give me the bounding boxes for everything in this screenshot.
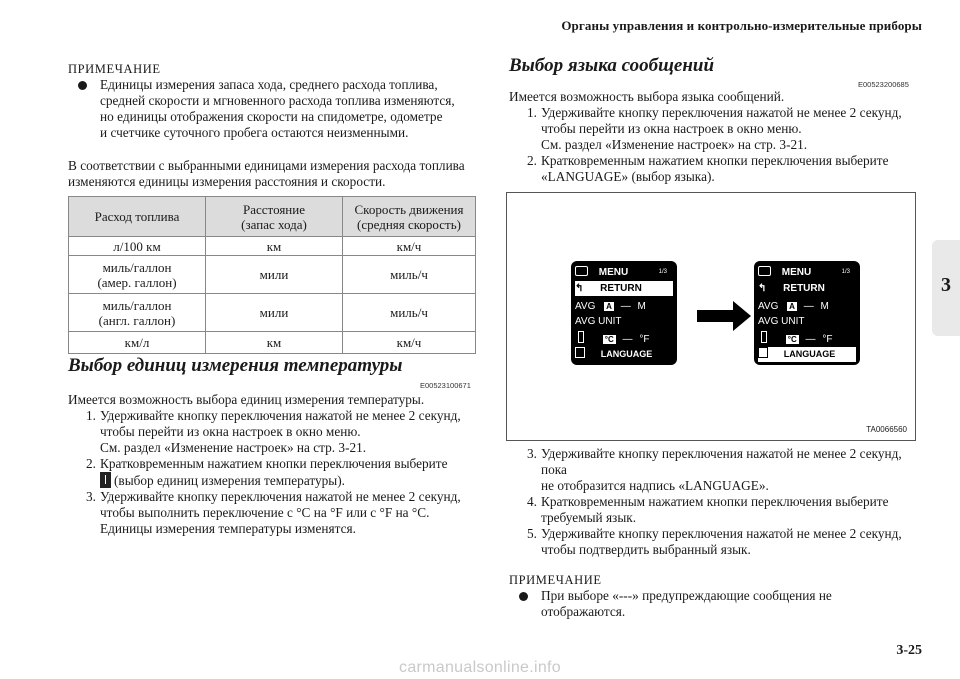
display-before [571, 261, 677, 365]
table-cell: миль/галлон (англ. галлон) [69, 294, 206, 332]
table-row [69, 332, 476, 354]
menu-item-return: ↰ RETURN [758, 283, 825, 294]
menu-item-avg: AVG A — M [758, 301, 829, 312]
menu-item-avg-unit: AVG UNIT [575, 316, 622, 327]
temperature-unit-icon [100, 472, 111, 488]
arrow-body [697, 310, 735, 322]
chapter-tab [932, 240, 960, 336]
note-line: Единицы измерения запаса хода, среднего расхода топлива, [100, 77, 438, 92]
table-cell: миль/ч [343, 294, 476, 332]
table-cell: км [206, 332, 343, 354]
temp-step-3: 3. Удерживайте кнопку переключения нажатой не менее 2 секунд, чтобы выполнить переключение с °C на °F или с °F на °C. Единицы измерения температуры изменятся. [86, 489, 461, 536]
table-cell: км/ч [343, 332, 476, 354]
thermometer-icon [578, 331, 584, 343]
language-icon [575, 347, 585, 358]
note-line: отображаются. [541, 604, 626, 619]
note-label: ПРИМЕЧАНИЕ [509, 573, 602, 587]
bullet-icon [519, 592, 528, 601]
display-after [754, 261, 860, 365]
table-cell: км [206, 237, 343, 256]
note-line: и счетчике суточного пробега остаются неизменными. [100, 125, 409, 140]
note-line: средней скорости и мгновенного расхода топлива изменяются, [100, 93, 455, 108]
thermometer-icon [761, 331, 767, 343]
language-steps-continued [509, 446, 929, 620]
note-bullet [68, 77, 488, 141]
menu-title-row: MENU 1/3 [758, 265, 856, 280]
language-section-title: Выбор языка сообщений [509, 55, 715, 76]
menu-item-language-selected: LANGUAGE [758, 347, 856, 362]
table-cell: миль/галлон (амер. галлон) [69, 256, 206, 294]
language-step-5: 5. Удерживайте кнопку переключения нажатой не менее 2 секунд, чтобы подтвердить выбранный язык. [527, 526, 902, 557]
temp-intro: Имеется возможность выбора единиц измерения температуры. [68, 392, 425, 407]
table-header-speed: Скорость движения (средняя скорость) [343, 197, 476, 237]
table-cell: л/100 км [69, 237, 206, 256]
table-cell: миль/ч [343, 256, 476, 294]
table-cell: км/л [69, 332, 206, 354]
running-header: Органы управления и контрольно-измерительные приборы [561, 18, 922, 33]
menu-item-avg: AVG A — M [575, 301, 646, 312]
menu-title-row: MENU 1/3 [575, 265, 673, 280]
return-icon: ↰ [758, 283, 767, 294]
units-paragraph [68, 158, 488, 190]
menu-item-return: ↰ RETURN [575, 281, 673, 296]
language-section-body [509, 89, 929, 185]
table-row [69, 294, 476, 332]
temp-section-body [68, 392, 488, 537]
menu-item-avg-unit: AVG UNIT [758, 316, 805, 327]
paragraph-line: изменяются единицы измерения расстояния и скорости. [68, 174, 386, 189]
toolbox-icon [575, 266, 588, 276]
table-cell: мили [206, 256, 343, 294]
bullet-icon [78, 81, 87, 90]
page-number: 3-25 [896, 643, 922, 658]
left-column [68, 61, 488, 190]
units-table [68, 196, 476, 354]
language-section-code: E00523200685 [858, 80, 909, 89]
note-bullet [509, 588, 929, 620]
menu-figure [506, 192, 916, 441]
menu-item-temp: °C — °F [758, 331, 856, 346]
menu-item-temp: °C — °F [575, 331, 673, 346]
note-line: При выборе «---» предупреждающие сообщения не [541, 588, 832, 603]
language-step-1: 1. Удерживайте кнопку переключения нажатой не менее 2 секунд, чтобы перейти из окна настроек в окно меню. См. раздел «Изменение настроек» на стр. 3-21. [527, 105, 902, 152]
language-step-3: 3. Удерживайте кнопку переключения нажатой не менее 2 секунд, пока не отобразится надпись «LANGUAGE». [527, 446, 902, 493]
table-header-fuel: Расход топлива [69, 197, 206, 237]
table-cell: км/ч [343, 237, 476, 256]
watermark: carmanualsonline.info [399, 659, 561, 676]
temp-section-title: Выбор единиц измерения температуры [68, 355, 403, 376]
language-step-2: 2. Кратковременным нажатием кнопки переключения выберите «LANGUAGE» (выбор языка). [527, 153, 889, 184]
temp-step-1: 1. Удерживайте кнопку переключения нажатой не менее 2 секунд, чтобы перейти из окна настроек в окно меню. См. раздел «Изменение настроек» на стр. 3-21. [86, 408, 461, 455]
language-icon [758, 347, 768, 358]
table-row [69, 256, 476, 294]
language-intro: Имеется возможность выбора языка сообщений. [509, 89, 785, 104]
menu-item-language: LANGUAGE [575, 347, 673, 362]
temp-step-2: 2. Кратковременным нажатием кнопки переключения выберите (выбор единиц измерения температуры). [86, 456, 448, 488]
table-row [69, 237, 476, 256]
note-line: но единицы отображения скорости на спидометре, одометре [100, 109, 443, 124]
return-icon: ↰ [575, 283, 584, 294]
temp-section-code: E00523100671 [420, 381, 471, 390]
chapter-number: 3 [941, 274, 951, 296]
note-label: ПРИМЕЧАНИЕ [68, 62, 161, 76]
paragraph-line: В соответствии с выбранными единицами измерения расхода топлива [68, 158, 465, 173]
language-step-4: 4. Кратковременным нажатием кнопки переключения выберите требуемый язык. [527, 494, 889, 525]
toolbox-icon [758, 266, 771, 276]
table-header-distance: Расстояние (запас хода) [206, 197, 343, 237]
arrow-right-icon [733, 301, 751, 331]
figure-code: TA0066560 [866, 425, 907, 434]
table-cell: мили [206, 294, 343, 332]
